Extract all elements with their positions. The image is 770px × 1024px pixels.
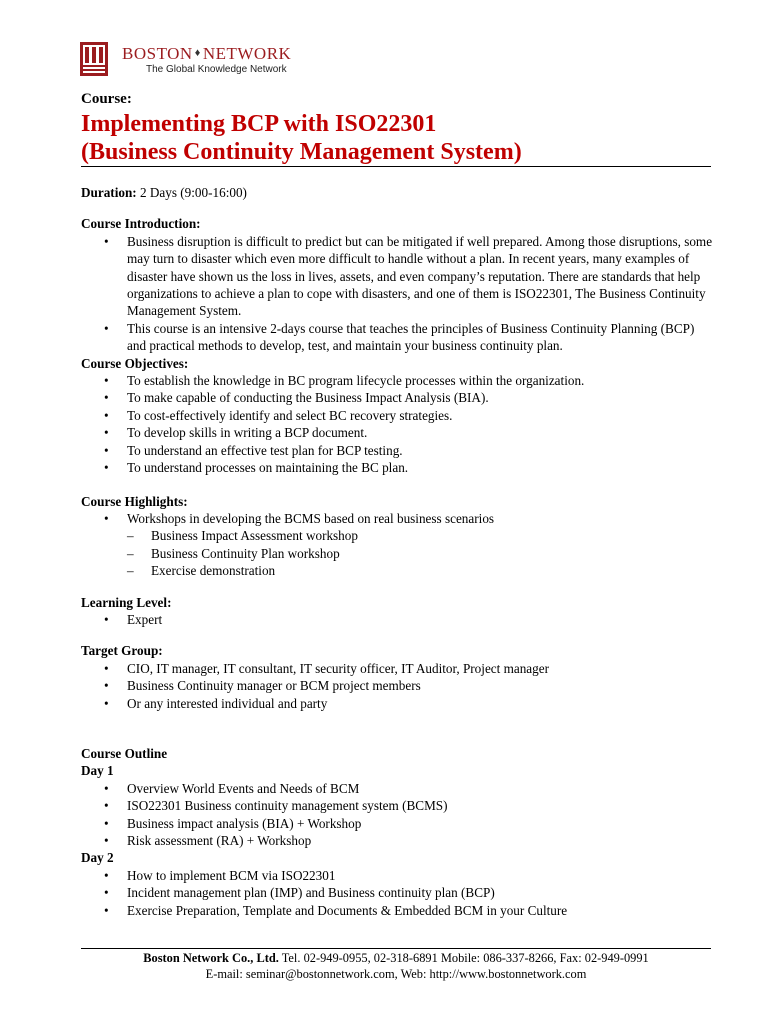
logo-wordmark: BOSTON ♦ NETWORK bbox=[122, 44, 292, 63]
boston-network-emblem-icon bbox=[80, 42, 108, 76]
list-item: • How to implement BCM via ISO22301 bbox=[81, 867, 716, 884]
footer-divider bbox=[81, 948, 711, 949]
list-item: • Workshops in developing the BCMS based on real business scenarios bbox=[81, 510, 716, 527]
list-item: • Or any interested individual and party bbox=[81, 695, 716, 712]
course-label: Course: bbox=[81, 91, 132, 107]
course-title-line-1: Implementing BCP with ISO22301 bbox=[81, 111, 437, 137]
day-2-list bbox=[81, 867, 716, 919]
list-item: – Business Impact Assessment workshop bbox=[81, 527, 716, 544]
list-item: • ISO22301 Business continuity management system (BCMS) bbox=[81, 797, 716, 814]
list-item: • Expert bbox=[81, 611, 716, 628]
logo-tagline: The Global Knowledge Network bbox=[146, 64, 287, 75]
title-divider bbox=[81, 166, 711, 167]
list-item: • Business Continuity manager or BCM project members bbox=[81, 677, 716, 694]
list-item: • CIO, IT manager, IT consultant, IT security officer, IT Auditor, Project manager bbox=[81, 660, 716, 677]
list-item: • Exercise Preparation, Template and Documents & Embedded BCM in your Culture bbox=[81, 902, 716, 919]
footer-web-line: E-mail: seminar@bostonnetwork.com, Web: http://www.bostonnetwork.com bbox=[205, 966, 587, 981]
highlights-list bbox=[81, 510, 716, 527]
list-item: • Business impact analysis (BIA) + Workshop bbox=[81, 815, 716, 832]
footer-phones: Tel. 02-949-0955, 02-318-6891 Mobile: 086-337-8266, Fax: 02-949-0991 bbox=[278, 951, 649, 965]
duration-label: Duration: bbox=[81, 185, 137, 200]
logo-separator: ♦ bbox=[194, 47, 201, 59]
footer-company: Boston Network Co., Ltd. bbox=[143, 951, 279, 965]
target-group-list bbox=[81, 660, 716, 712]
highlights-sublist bbox=[81, 527, 716, 579]
highlights-heading: Course Highlights: bbox=[81, 493, 188, 509]
list-item: • To make capable of conducting the Business Impact Analysis (BIA). bbox=[81, 389, 716, 406]
list-item: • To develop skills in writing a BCP document. bbox=[81, 424, 716, 441]
list-item: • Business disruption is difficult to predict but can be mitigated if well prepared. Among those disruptions, some may turn to disaster which even more difficult to handle without a plan. In recent years, many examples of disaster have shown us the loss in lives, assets, and even company’s reputation. There are standards that help organizations to achieve a plan to cope with disasters, and one of them is ISO22301, The Business Continuity Management System. bbox=[81, 233, 716, 320]
target-group-heading: Target Group: bbox=[81, 643, 163, 659]
list-item: • To understand processes on maintaining the BC plan. bbox=[81, 459, 716, 476]
duration-value: 2 Days (9:00-16:00) bbox=[136, 185, 247, 200]
course-title-line-2: (Business Continuity Management System) bbox=[81, 139, 522, 165]
list-item: • To cost-effectively identify and select BC recovery strategies. bbox=[81, 407, 716, 424]
introduction-list bbox=[81, 233, 716, 355]
list-item: • Overview World Events and Needs of BCM bbox=[81, 780, 716, 797]
introduction-heading: Course Introduction: bbox=[81, 216, 201, 232]
list-item: • Risk assessment (RA) + Workshop bbox=[81, 832, 716, 849]
list-item: • This course is an intensive 2-days course that teaches the principles of Business Continuity Planning (BCP) and practical methods to develop, test, and maintain your business continuity plan. bbox=[81, 320, 716, 355]
list-item: • To understand an effective test plan for BCP testing. bbox=[81, 442, 716, 459]
footer-contact-line bbox=[81, 951, 711, 967]
learning-level-heading: Learning Level: bbox=[81, 594, 172, 610]
course-title bbox=[81, 110, 522, 166]
objectives-heading: Course Objectives: bbox=[81, 355, 189, 371]
duration bbox=[81, 184, 716, 201]
page-footer bbox=[81, 951, 711, 982]
list-item: – Business Continuity Plan workshop bbox=[81, 545, 716, 562]
course-body bbox=[81, 184, 716, 919]
list-item: • To establish the knowledge in BC program lifecycle processes within the organization. bbox=[81, 372, 716, 389]
list-item: • Incident management plan (IMP) and Business continuity plan (BCP) bbox=[81, 884, 716, 901]
day-2-heading: Day 2 bbox=[81, 850, 114, 866]
company-logo bbox=[80, 42, 340, 78]
objectives-list bbox=[81, 372, 716, 476]
day-1-list bbox=[81, 780, 716, 850]
list-item: – Exercise demonstration bbox=[81, 562, 716, 579]
learning-level-list bbox=[81, 611, 716, 628]
day-1-heading: Day 1 bbox=[81, 763, 114, 779]
course-outline-heading: Course Outline bbox=[81, 745, 168, 761]
